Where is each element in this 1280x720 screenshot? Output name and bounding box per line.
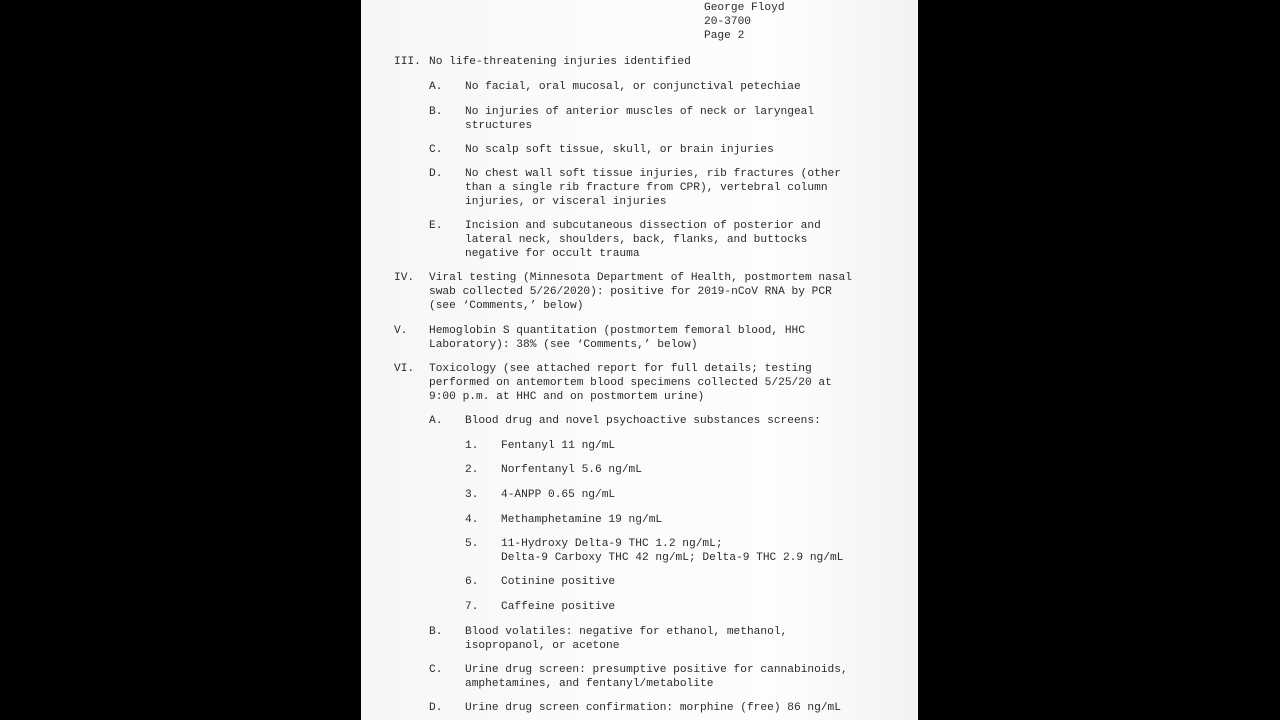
section-text-line: (see ‘Comments,’ below) bbox=[429, 300, 584, 312]
result-number: 3. bbox=[465, 489, 479, 501]
item-text-line: Blood volatiles: negative for ethanol, methanol, bbox=[465, 626, 788, 638]
item-text-line: than a single rib fracture from CPR), vertebral column bbox=[465, 182, 828, 194]
item-text-line: structures bbox=[465, 120, 533, 132]
item-label: C. bbox=[429, 144, 443, 156]
item-text-line: No scalp soft tissue, skull, or brain injuries bbox=[465, 144, 774, 156]
header-page-number: Page 2 bbox=[704, 30, 745, 42]
item-text-line: negative for occult trauma bbox=[465, 248, 640, 260]
item-text-line: isopropanol, or acetone bbox=[465, 640, 620, 652]
result-text-line: 4-ANPP 0.65 ng/mL bbox=[501, 489, 616, 501]
header-case-number: 20-3700 bbox=[704, 16, 751, 28]
section-text-line: 9:00 p.m. at HHC and on postmortem urine) bbox=[429, 391, 705, 403]
result-number: 7. bbox=[465, 601, 479, 613]
result-text-line: Norfentanyl 5.6 ng/mL bbox=[501, 464, 642, 476]
section-text-line: Hemoglobin S quantitation (postmortem femoral blood, HHC bbox=[429, 325, 805, 337]
item-label: B. bbox=[429, 106, 443, 118]
item-text-line: Incision and subcutaneous dissection of posterior and bbox=[465, 220, 821, 232]
section-iv-numeral: IV. bbox=[394, 272, 415, 284]
item-text-line: No injuries of anterior muscles of neck or laryngeal bbox=[465, 106, 815, 118]
result-text-line: Delta-9 Carboxy THC 42 ng/mL; Delta-9 THC 2.9 ng/mL bbox=[501, 552, 844, 564]
item-text-line: injuries, or visceral injuries bbox=[465, 196, 667, 208]
item-text-line: amphetamines, and fentanyl/metabolite bbox=[465, 678, 714, 690]
section-iii-title: No life-threatening injuries identified bbox=[429, 56, 691, 68]
section-v-numeral: V. bbox=[394, 325, 408, 337]
item-label: A. bbox=[429, 81, 443, 93]
result-number: 5. bbox=[465, 538, 479, 550]
section-iii-numeral: III. bbox=[394, 56, 421, 68]
section-text-line: swab collected 5/26/2020): positive for 2019-nCoV RNA by PCR bbox=[429, 286, 832, 298]
section-text-line: performed on antemortem blood specimens collected 5/25/20 at bbox=[429, 377, 832, 389]
item-text-line: Urine drug screen: presumptive positive for cannabinoids, bbox=[465, 664, 848, 676]
result-text-line: Cotinine positive bbox=[501, 576, 616, 588]
result-text-line: 11-Hydroxy Delta-9 THC 1.2 ng/mL; bbox=[501, 538, 723, 550]
item-label: C. bbox=[429, 664, 443, 676]
item-text-line: Blood drug and novel psychoactive substances screens: bbox=[465, 415, 821, 427]
item-text-line: Urine drug screen confirmation: morphine (free) 86 ng/mL bbox=[465, 702, 841, 714]
section-text-line: Toxicology (see attached report for full details; testing bbox=[429, 363, 812, 375]
autopsy-report-page bbox=[361, 0, 918, 720]
result-number: 2. bbox=[465, 464, 479, 476]
section-text-line: Viral testing (Minnesota Department of Health, postmortem nasal bbox=[429, 272, 852, 284]
header-name: George Floyd bbox=[704, 2, 785, 14]
item-text-line: No facial, oral mucosal, or conjunctival petechiae bbox=[465, 81, 801, 93]
item-label: B. bbox=[429, 626, 443, 638]
result-text-line: Caffeine positive bbox=[501, 601, 616, 613]
result-text-line: Methamphetamine 19 ng/mL bbox=[501, 514, 663, 526]
item-label: A. bbox=[429, 415, 443, 427]
item-label: D. bbox=[429, 702, 443, 714]
item-label: E. bbox=[429, 220, 443, 232]
result-text-line: Fentanyl 11 ng/mL bbox=[501, 440, 616, 452]
section-vi-numeral: VI. bbox=[394, 363, 415, 375]
item-label: D. bbox=[429, 168, 443, 180]
result-number: 4. bbox=[465, 514, 479, 526]
result-number: 1. bbox=[465, 440, 479, 452]
item-text-line: lateral neck, shoulders, back, flanks, and buttocks bbox=[465, 234, 808, 246]
section-text-line: Laboratory): 38% (see ‘Comments,’ below) bbox=[429, 339, 698, 351]
result-number: 6. bbox=[465, 576, 479, 588]
item-text-line: No chest wall soft tissue injuries, rib fractures (other bbox=[465, 168, 841, 180]
